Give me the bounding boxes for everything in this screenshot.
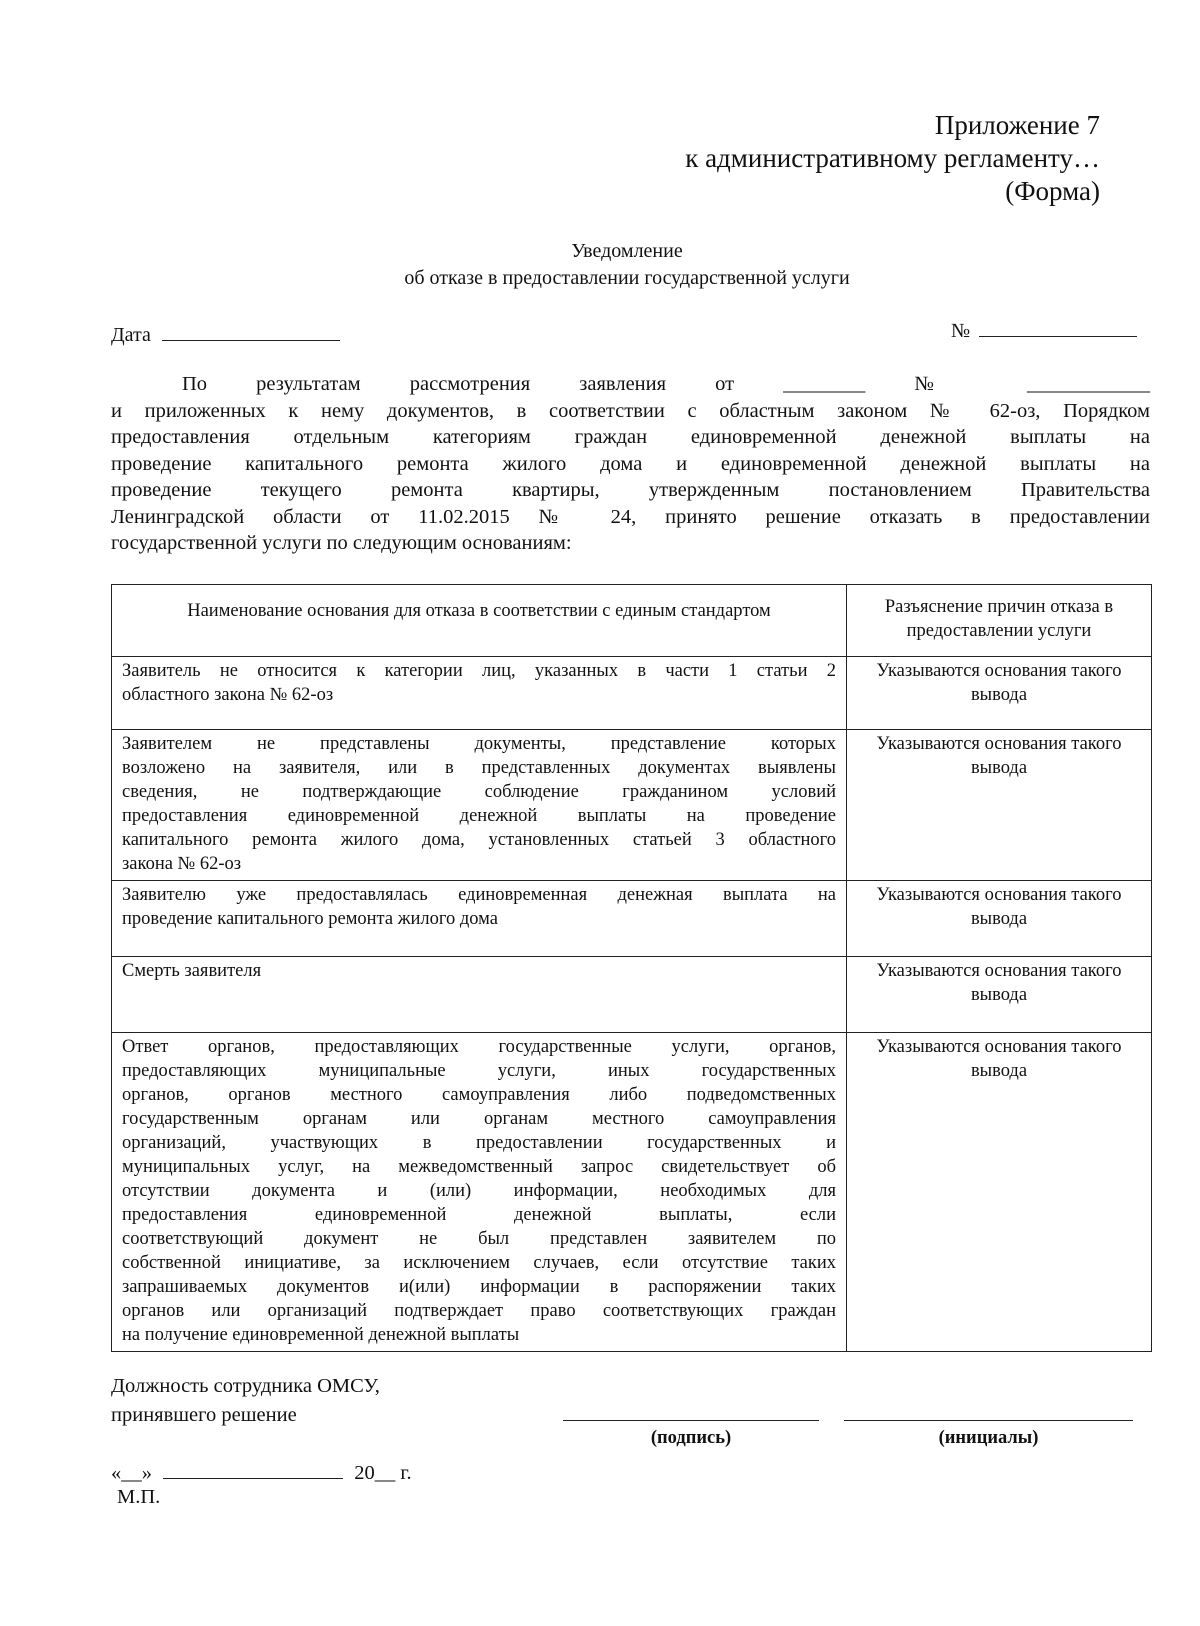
reason-line: отсутствии документа и (или) информации, необходимых для [122,1181,836,1201]
reason-line: областного закона № 62-оз [122,685,334,705]
initials-line [844,1420,1133,1421]
explanation-cell: Указываются основания такого вывода [847,657,1152,730]
sign-date-field [111,1458,412,1485]
body-line: проведение капитального ремонта жилого дома и единовременной денежной выплаты на [111,452,1150,475]
table-row [112,957,1152,1033]
reason-cell [112,657,847,730]
body-line: По результатам рассмотрения заявления от ________ № ____________ [182,373,1150,395]
sign-date-day: «__» [111,1462,152,1484]
reason-line: Смерть заявителя [122,961,262,981]
reason-line: возложено на заявителя, или в представленных документах выявлены [122,758,836,778]
official-position-line1: Должность сотрудника ОМСУ, [111,1375,380,1397]
explanation-cell: Указываются основания такого вывода [847,957,1152,1033]
signature-line [563,1420,819,1421]
reason-cell [112,730,847,881]
appendix-number: Приложение 7 [934,110,1100,140]
reason-line: закона № 62-оз [122,854,242,874]
explanation-cell: Указываются основания такого вывода [847,730,1152,881]
reason-line: капитального ремонта жилого дома, установленных статьей 3 областного [122,830,836,850]
body-line: проведение текущего ремонта квартиры, утвержденным постановлением Правительства [111,479,1150,501]
table-header-row [112,585,1152,657]
sign-date-month-blank [163,1458,343,1479]
column-header-reason: Наименование основания для отказа в соответствии с единым стандартом [112,585,847,657]
reason-cell [112,957,847,1033]
reason-line: соответствующий документ не был представлен заявителем по [122,1229,836,1249]
notice-title: Уведомление [571,240,683,262]
appendix-reference: к административному регламенту… [685,143,1100,173]
reason-line: муниципальных услуг, на межведомственный запрос свидетельствует об [122,1157,836,1177]
initials-caption: (инициалы) [938,1428,1039,1448]
explanation-cell: Указываются основания такого вывода [847,881,1152,957]
reason-line: органов, органов местного самоуправления либо подведомственных [122,1085,836,1105]
notice-subtitle: об отказе в предоставлении государственной услуги [404,267,850,289]
column-header-explanation: Разъяснение причин отказа в предоставлении услуги [847,585,1152,657]
date-field [111,320,340,347]
reason-line: организаций, участвующих в предоставлении государственных и [122,1133,836,1153]
reason-line: органов или организаций подтверждает право соответствующих граждан [122,1301,836,1321]
stamp-placeholder: М.П. [117,1486,161,1508]
table-row [112,730,1152,881]
refusal-grounds-table [111,584,1152,1352]
number-label: № [951,320,971,342]
reason-line: на получение единовременной денежной выплаты [122,1325,520,1345]
appendix-form-label: (Форма) [1005,176,1100,206]
explanation-cell: Указываются основания такого вывода [847,1033,1152,1352]
reason-line: сведения, не подтверждающие соблюдение гражданином условий [122,782,836,802]
date-blank [162,320,340,341]
reason-line: предоставляющих муниципальные услуги, иных государственных [122,1061,836,1081]
reason-line: предоставления единовременной денежной выплаты на проведение [122,806,836,826]
reason-line: Заявителю уже предоставлялась единовременная денежная выплата на [122,885,836,905]
reason-cell [112,1033,847,1352]
sign-date-year: 20__ г. [354,1462,412,1484]
body-paragraph [111,371,1150,557]
reason-line: Заявителем не представлены документы, представление которых [122,734,836,754]
reason-line: предоставления единовременной денежной выплаты, если [122,1205,836,1225]
number-field [951,316,1137,343]
reason-line: Ответ органов, предоставляющих государственные услуги, органов, [122,1037,836,1057]
reason-line: собственной инициативе, за исключением случаев, если отсутствие таких [122,1253,836,1273]
reason-line: запрашиваемых документов и(или) информации в распоряжении таких [122,1277,836,1297]
body-line: государственной услуги по следующим основаниям: [111,532,572,554]
body-line: Ленинградской области от 11.02.2015 № 24, принято решение отказать в предоставлении [111,505,1150,528]
table-row [112,657,1152,730]
body-line: предоставления отдельным категориям граждан единовременной денежной выплаты на [111,426,1150,448]
table-row [112,881,1152,957]
reason-line: Заявитель не относится к категории лиц, указанных в части 1 статьи 2 [122,661,836,681]
number-blank [979,316,1137,337]
signature-caption: (подпись) [650,1428,732,1448]
reason-line: проведение капитального ремонта жилого дома [122,909,498,929]
table-row [112,1033,1152,1352]
reason-cell [112,881,847,957]
reason-line: государственным органам или органам местного самоуправления [122,1109,836,1129]
body-line: и приложенных к нему документов, в соответствии с областным законом № 62-оз, Порядком [111,399,1150,422]
official-position-line2: принявшего решение [111,1404,297,1426]
date-label: Дата [111,324,151,346]
